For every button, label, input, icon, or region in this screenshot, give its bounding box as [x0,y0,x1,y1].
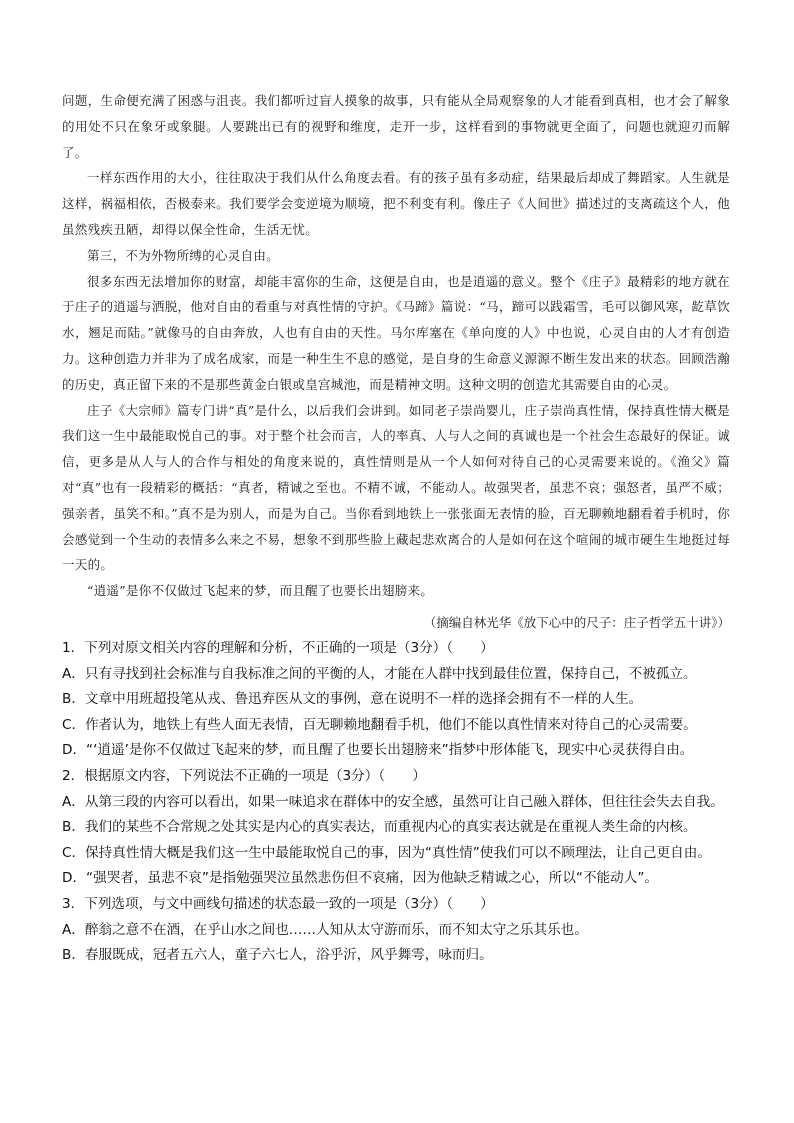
question-stem: 2．根据原文内容，下列说法不正确的一项是（3分）（ ） [62,767,426,784]
passage-paragraph: 一样东西作用的大小，往往取决于我们从什么角度去看。有的孩子虽有多动症，结果最后却成了舞蹈家。人生就是这样，祸福相依，否极泰来。我们要学会变逆境为顺境，把不利变有利。像庄子《人间世》描述过的支离疏这个人，他虽然残疾丑陋，却得以保全性命，生活无忧。 [62,170,730,237]
question-list [62,636,730,969]
answer-option-b: B．文章中用班超投笔从戎、鲁迅弃医从文的事例，意在说明不一样的选择会拥有不一样的人生。 [62,691,643,708]
passage-subheading: 第三，不为外物所缚的心灵自由。 [87,247,280,263]
reading-passage [62,88,730,604]
question-item [62,636,730,764]
question-stem: 1．下列对原文相关内容的理解和分析，不正确的一项是（3分）（ ） [62,640,494,656]
passage-source: （摘编自林光华《放下心中的尺子：庄子哲学五十讲》） [423,615,730,630]
answer-option-d: D．“强哭者，虽悲不哀”是指勉强哭泣虽然悲伤但不哀痛，因为他缺乏精诚之心，所以“不能动人”。 [62,870,658,887]
answer-option-c: C．作者认为，地铁上有些人面无表情，百无聊赖地翻看手机，他们不能以真性情来对待自己的心灵需要。 [62,716,697,733]
answer-option-d: D．“‘逍遥’是你不仅做过飞起来的梦，而且醒了也要长出翅膀来”指梦中形体能飞，现实中心灵获得自由。 [62,742,694,759]
passage-paragraph: “逍遥”是你不仅做过飞起来的梦，而且醒了也要长出翅膀来。 [87,583,434,599]
answer-option-a: A．醉翁之意不在酒，在乎山水之间也……人知从太守游而乐，而不知太守之乐其乐也。 [62,921,588,938]
answer-option-c: C．保持真性情大概是我们这一生中最能取悦自己的事，因为“真性情”使我们可以不顾理法，让自己更自由。 [62,844,711,861]
question-stem: 3．下列选项，与文中画线句描述的状态最一致的一项是（3分）（ ） [62,895,494,912]
answer-option-b: B．我们的某些不合常规之处其实是内心的真实表达，而重视内心的真实表达就是在重视人类生命的内核。 [62,819,697,836]
answer-option-b: B．春服既成，冠者五六人，童子六七人，浴乎沂，风乎舞雩，咏而归。 [62,947,493,964]
question-item [62,764,730,892]
answer-option-a: A．从第三段的内容可以看出，如果一味追求在群体中的安全感，虽然可让自己融入群体，但往往会失去自我。 [62,793,724,810]
answer-option-a: A．只有寻找到社会标准与自我标准之间的平衡的人，才能在人群中找到最佳位置，保持自己，不被孤立。 [62,665,697,682]
passage-paragraph: 庄子《大宗师》篇专门讲“真”是什么，以后我们会讲到。如同老子崇尚婴儿，庄子崇尚真性情，保持真性情大概是我们这一生中最能取悦自己的事。对于整个社会而言，人的率真、人与人之间的真诚也是一个社会生态最好的保证。诚信，更多是从人与人的合作与相处的角度来说的，真性情则是从一个人如何对待自己的心灵需要来说的。《渔父》篇对“真”也有一段精彩的概括：“真者，精诚之至也。不精不诚，不能动人。故强哭者，虽悲不哀；强怒者，虽严不威；强亲者，虽笑不和。”真不是为别人，而是为自己。当你看到地铁上一张张面无表情的脸，百无聊赖地翻看着手机时，你会感觉到一个生动的表情多么来之不易，想象不到那些脸上藏起悲欢离合的人是如何在这个喧闹的城市硬生生地挺过每一天的。 [62,402,730,573]
passage-paragraph: 很多东西无法增加你的财富，却能丰富你的生命，这便是自由，也是逍遥的意义。整个《庄子》最精彩的地方就在于庄子的逍遥与洒脱，他对自由的看重与对真性情的守护。《马蹄》篇说：“马，蹄可以践霜雪，毛可以御风寒，龁草饮水，翘足而陆。”就像马的自由奔放，人也有自由的天性。马尔库塞在《单向度的人》中也说，心灵自由的人才有创造力。这种创造力并非为了成名成家，而是一种生生不息的感觉，是自身的生命意义源源不断生发出来的状态。回顾浩瀚的历史，真正留下来的不是那些黄金白银或皇宫城池，而是精神文明。这种文明的创造尤其需要自由的心灵。 [62,273,730,392]
passage-paragraph: 问题，生命便充满了困惑与沮丧。我们都听过盲人摸象的故事，只有能从全局观察象的人才能看到真相，也才会了解象的用处不只在象牙或象腿。人要跳出已有的视野和维度，走开一步，这样看到的事物就更全面了，问题也就迎刃而解了。 [62,93,730,160]
question-item [62,892,730,969]
